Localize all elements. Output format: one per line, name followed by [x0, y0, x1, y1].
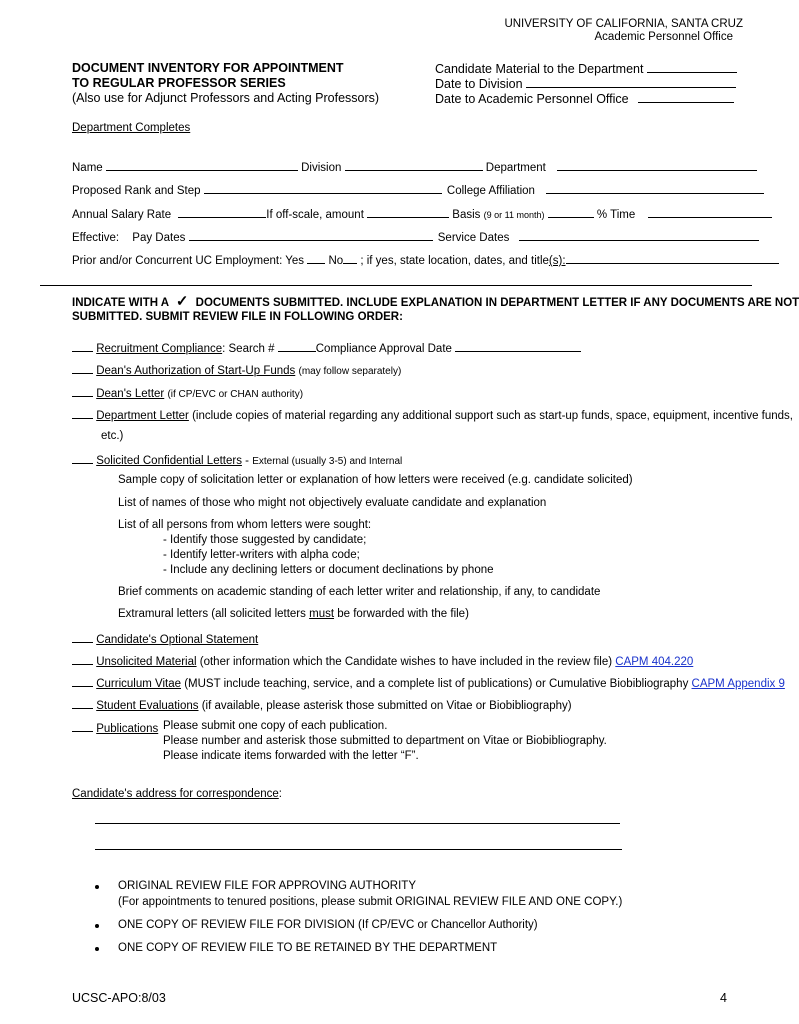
rank-label: Proposed Rank and Step	[72, 185, 201, 197]
deans-letter-label: Dean's Letter	[96, 388, 165, 400]
solicited-sub-5	[118, 608, 469, 620]
apo-date-label: Date to Academic Personnel Office	[435, 92, 629, 106]
rank-row	[72, 182, 764, 197]
pay-dates-field[interactable]	[189, 229, 433, 241]
solicited-dash: -	[245, 455, 249, 467]
prior-employment-row	[72, 252, 779, 267]
deans-auth-check[interactable]	[72, 362, 93, 374]
pubs-check[interactable]	[72, 720, 93, 732]
solicited-item	[72, 452, 402, 467]
college-field[interactable]	[546, 182, 764, 194]
dept-letter-label: Department Letter	[96, 410, 189, 422]
pubs-note-2: Please number and asterisk those submitted to department on Vitae or Biobibliography.	[163, 735, 607, 747]
bullet-dot	[95, 924, 99, 928]
prior-no-field[interactable]	[343, 252, 357, 264]
compliance-date-label: Compliance Approval Date	[315, 343, 452, 355]
solicited-sub-2: List of names of those who might not objectively evaluate candidate and explanation	[118, 497, 547, 509]
indicate-line2: SUBMITTED. SUBMIT REVIEW FILE IN FOLLOWING ORDER:	[72, 311, 403, 323]
unsolicited-note: (other information which the Candidate wishes to have included in the review file)	[199, 656, 613, 668]
optional-statement-check[interactable]	[72, 631, 93, 643]
deans-letter-check[interactable]	[72, 385, 93, 397]
cv-note: (MUST include teaching, service, and a complete list of publications) or Cumulative Biobibliography	[184, 678, 689, 690]
form-code: UCSC-APO:8/03	[72, 991, 166, 1005]
deans-auth-label: Dean's Authorization of Start-Up Funds	[96, 365, 296, 377]
cv-item	[72, 675, 785, 690]
salary-label: Annual Salary Rate	[72, 209, 172, 221]
offscale-label: If off-scale, amount	[266, 209, 364, 221]
solicited-sub-3a: - Identify those suggested by candidate;	[163, 534, 367, 546]
service-dates-label: Service Dates	[437, 232, 510, 244]
dept-letter-note-cont: etc.)	[101, 430, 124, 442]
candidate-material-date	[435, 61, 737, 76]
doc-title-line1: DOCUMENT INVENTORY FOR APPOINTMENT	[72, 61, 344, 75]
address-line-2[interactable]	[95, 848, 622, 850]
optional-statement-item	[72, 631, 258, 646]
bullet-3: ONE COPY OF REVIEW FILE TO BE RETAINED BY THE DEPARTMENT	[118, 942, 498, 954]
recruitment-check[interactable]	[72, 340, 93, 352]
doc-title-line2: TO REGULAR PROFESSOR SERIES	[72, 76, 286, 90]
cv-check[interactable]	[72, 675, 93, 687]
candidate-material-field[interactable]	[647, 61, 737, 73]
dept-letter-check[interactable]	[72, 407, 93, 419]
evals-check[interactable]	[72, 697, 93, 709]
effective-row	[72, 229, 759, 244]
deans-letter-item	[72, 385, 303, 400]
candidate-material-label: Candidate Material to the Department	[435, 62, 644, 76]
offscale-field[interactable]	[367, 206, 449, 218]
name-row	[72, 159, 757, 174]
prior-details-field[interactable]	[566, 252, 779, 264]
pubs-label: Publications	[96, 723, 159, 735]
recruitment-label: Recruitment Compliance	[96, 343, 223, 355]
page-number: 4	[720, 991, 727, 1005]
service-dates-field[interactable]	[519, 229, 759, 241]
pubs-item	[72, 720, 158, 735]
bullet-1: ORIGINAL REVIEW FILE FOR APPROVING AUTHORITY	[118, 880, 416, 892]
dept-letter-item	[72, 407, 793, 422]
college-label: College Affiliation	[446, 185, 535, 197]
search-number-field[interactable]	[278, 340, 316, 352]
department-label: Department	[485, 162, 546, 174]
solicited-check[interactable]	[72, 452, 93, 464]
name-label: Name	[72, 162, 103, 174]
division-date-field[interactable]	[526, 76, 736, 88]
prior-yes-field[interactable]	[307, 252, 325, 264]
optional-statement-label: Candidate's Optional Statement	[96, 634, 259, 646]
solicited-label: Solicited Confidential Letters	[96, 455, 242, 467]
solicited-note: External (usually 3-5) and Internal	[252, 456, 403, 467]
pct-time-label: % Time	[596, 209, 636, 221]
capm-appendix-link[interactable]: CAPM Appendix 9	[691, 678, 785, 690]
unsolicited-item	[72, 653, 693, 668]
cv-label: Curriculum Vitae	[96, 678, 181, 690]
salary-row	[72, 206, 772, 221]
address-colon: :	[278, 788, 282, 800]
bullet-dot	[95, 947, 99, 951]
bullet-dot	[95, 885, 99, 889]
office-name: Academic Personnel Office	[594, 31, 733, 43]
section-divider	[40, 285, 752, 286]
extramural-text-a: Extramural letters (all solicited letters	[118, 608, 306, 620]
division-date	[435, 76, 736, 91]
pct-time-field[interactable]	[648, 206, 772, 218]
basis-field[interactable]	[548, 206, 594, 218]
pubs-note-1: Please submit one copy of each publication.	[163, 720, 388, 732]
solicited-sub-3b: - Identify letter-writers with alpha code;	[163, 549, 360, 561]
bullet-2: ONE COPY OF REVIEW FILE FOR DIVISION (If CP/EVC or Chancellor Authority)	[118, 919, 538, 931]
prior-details-label: ; if yes, state location, dates, and title	[360, 255, 549, 267]
pay-dates-label: Pay Dates	[132, 232, 186, 244]
dept-completes-heading: Department Completes	[72, 122, 191, 134]
indicate-heading	[72, 292, 799, 310]
deans-letter-note: (if CP/EVC or CHAN authority)	[167, 389, 304, 400]
apo-date-field[interactable]	[638, 91, 734, 103]
solicited-sub-3: List of all persons from whom letters were sought:	[118, 519, 372, 531]
salary-field[interactable]	[178, 206, 266, 218]
name-field[interactable]	[106, 159, 298, 171]
prior-no-label: No	[328, 255, 344, 267]
deans-auth-item	[72, 362, 401, 377]
indicate-prefix: INDICATE WITH A	[72, 297, 169, 309]
solicited-sub-4: Brief comments on academic standing of each letter writer and relationship, if any, to candidate	[118, 586, 601, 598]
pubs-note-3: Please indicate items forwarded with the letter “F”.	[163, 750, 419, 762]
evals-label: Student Evaluations	[96, 700, 199, 712]
division-field[interactable]	[345, 159, 483, 171]
division-date-label: Date to Division	[435, 77, 523, 91]
bullet-1-note: (For appointments to tenured positions, please submit ORIGINAL REVIEW FILE AND ONE COPY.)	[118, 896, 623, 908]
extramural-text-c: be forwarded with the file)	[337, 608, 469, 620]
prior-details-suffix: (s):	[548, 255, 566, 267]
recruitment-item	[72, 340, 581, 355]
apo-date	[435, 91, 734, 106]
checkmark-icon: ✓	[175, 293, 189, 310]
capm-404-link[interactable]: CAPM 404.220	[615, 656, 694, 668]
address-line-1[interactable]	[95, 822, 620, 824]
deans-auth-note: (may follow separately)	[298, 366, 402, 377]
effective-label: Effective:	[72, 232, 120, 244]
unsolicited-label: Unsolicited Material	[96, 656, 197, 668]
prior-yes-label: Prior and/or Concurrent UC Employment: Yes	[72, 255, 305, 267]
indicate-line1: DOCUMENTS SUBMITTED. INCLUDE EXPLANATION IN DEPARTMENT LETTER IF ANY DOCUMENTS ARE NOT	[195, 297, 799, 309]
basis-note: (9 or 11 month)	[483, 210, 545, 220]
department-field[interactable]	[557, 159, 757, 171]
university-name: UNIVERSITY OF CALIFORNIA, SANTA CRUZ	[504, 18, 743, 30]
unsolicited-check[interactable]	[72, 653, 93, 665]
search-number-label: : Search #	[222, 343, 275, 355]
rank-field[interactable]	[204, 182, 442, 194]
evals-item	[72, 697, 572, 712]
address-label	[72, 788, 282, 800]
compliance-date-field[interactable]	[455, 340, 581, 352]
solicited-sub-3c: - Include any declining letters or document declinations by phone	[163, 564, 494, 576]
division-label: Division	[301, 162, 342, 174]
dept-letter-note: (include copies of material regarding any additional support such as start-up funds, space, equipment, incentive funds,	[192, 410, 793, 422]
address-label-text: Candidate's address for correspondence	[72, 788, 279, 800]
doc-title-line3: (Also use for Adjunct Professors and Acting Professors)	[72, 91, 380, 105]
basis-label: Basis	[452, 209, 481, 221]
evals-note: (if available, please asterisk those submitted on Vitae or Biobibliography)	[201, 700, 572, 712]
extramural-must: must	[309, 608, 335, 620]
solicited-sub-1: Sample copy of solicitation letter or explanation of how letters were received (e.g. candidate solicited)	[118, 474, 633, 486]
